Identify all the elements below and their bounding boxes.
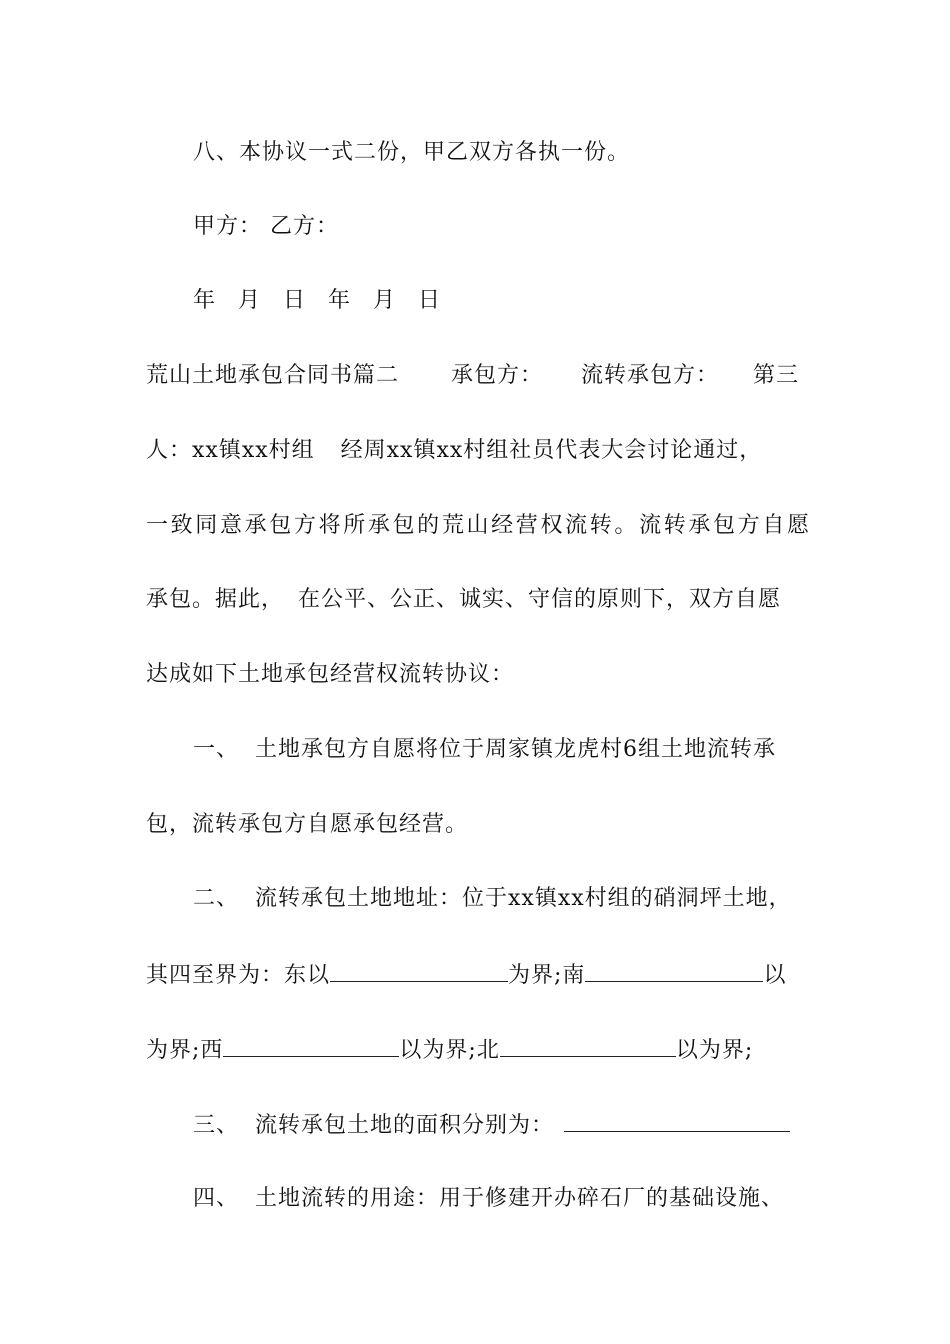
body-line-5 bbox=[146, 436, 810, 466]
signature-dates bbox=[193, 286, 810, 316]
clause-1-continuation bbox=[146, 810, 810, 840]
clause-4-line bbox=[193, 1184, 810, 1214]
body-line-7 bbox=[146, 585, 810, 615]
south-boundary-label: 为界;南 bbox=[508, 963, 586, 988]
accordingly-text: 承包。据此， bbox=[146, 587, 285, 612]
clause-3-text: 流转承包土地的面积分别为： bbox=[255, 1113, 555, 1138]
west-boundary-blank bbox=[223, 1034, 399, 1057]
clause-8-text: 八、本协议一式二份，甲乙双方各执一份。 bbox=[193, 140, 631, 165]
clause-1-text: 土地承包方自愿将位于周家镇龙虎村6组土地流转承 bbox=[255, 737, 777, 762]
boundary-line-1 bbox=[146, 959, 810, 991]
body-line-8 bbox=[146, 660, 810, 690]
third-party-label: 第三 bbox=[753, 363, 800, 388]
east-boundary-label: 其四至界为：东以 bbox=[146, 963, 331, 988]
date-labels: 年 月 日 年 月 日 bbox=[193, 288, 448, 313]
north-boundary-blank bbox=[500, 1034, 676, 1057]
clause-2-line bbox=[193, 884, 810, 914]
clause-1-line bbox=[193, 735, 810, 765]
approval-text: 经周xx镇xx村组社员代表大会讨论通过， bbox=[340, 438, 763, 463]
agreement-intro: 达成如下土地承包经营权流转协议： bbox=[146, 662, 515, 687]
clause-3-number: 三、 bbox=[193, 1113, 240, 1138]
boundary-line-2 bbox=[146, 1034, 810, 1066]
clause-1-text-cont: 包，流转承包方自愿承包经营。 bbox=[146, 812, 469, 837]
principles-text: 在公平、公正、诚实、守信的原则下，双方自愿 bbox=[298, 587, 782, 612]
clause-2-number: 二、 bbox=[193, 886, 240, 911]
east-boundary-blank bbox=[330, 959, 508, 982]
third-party-name: 人：xx镇xx村组 bbox=[146, 438, 315, 463]
south-boundary-blank bbox=[585, 959, 763, 982]
body-line-6 bbox=[146, 511, 810, 541]
clause-2-text: 流转承包土地地址：位于xx镇xx村组的硝洞坪土地， bbox=[255, 886, 792, 911]
north-boundary-label: 以为界;北 bbox=[399, 1038, 500, 1063]
clause-4-number: 四、 bbox=[193, 1186, 240, 1211]
party-labels: 甲方： 乙方： bbox=[193, 214, 339, 239]
north-boundary-suffix: 以为界; bbox=[675, 1038, 754, 1063]
clause-4-text: 土地流转的用途：用于修建开办碎石厂的基础设施、 bbox=[255, 1186, 785, 1211]
clause-1-number: 一、 bbox=[193, 737, 240, 762]
paragraph-clause-8 bbox=[193, 138, 810, 168]
contract-heading-line bbox=[146, 361, 810, 391]
transferee-label: 流转承包方： bbox=[581, 363, 720, 388]
south-boundary-suffix: 以 bbox=[763, 963, 787, 988]
area-blank bbox=[564, 1109, 790, 1132]
contractor-label: 承包方： bbox=[451, 363, 544, 388]
west-boundary-label: 为界;西 bbox=[146, 1038, 224, 1063]
contract-title: 荒山土地承包合同书篇二 bbox=[146, 363, 400, 388]
clause-3-line bbox=[193, 1109, 810, 1141]
consent-text: 一致同意承包方将所承包的荒山经营权流转。流转承包方自愿 bbox=[146, 513, 810, 538]
signature-parties bbox=[193, 212, 810, 242]
